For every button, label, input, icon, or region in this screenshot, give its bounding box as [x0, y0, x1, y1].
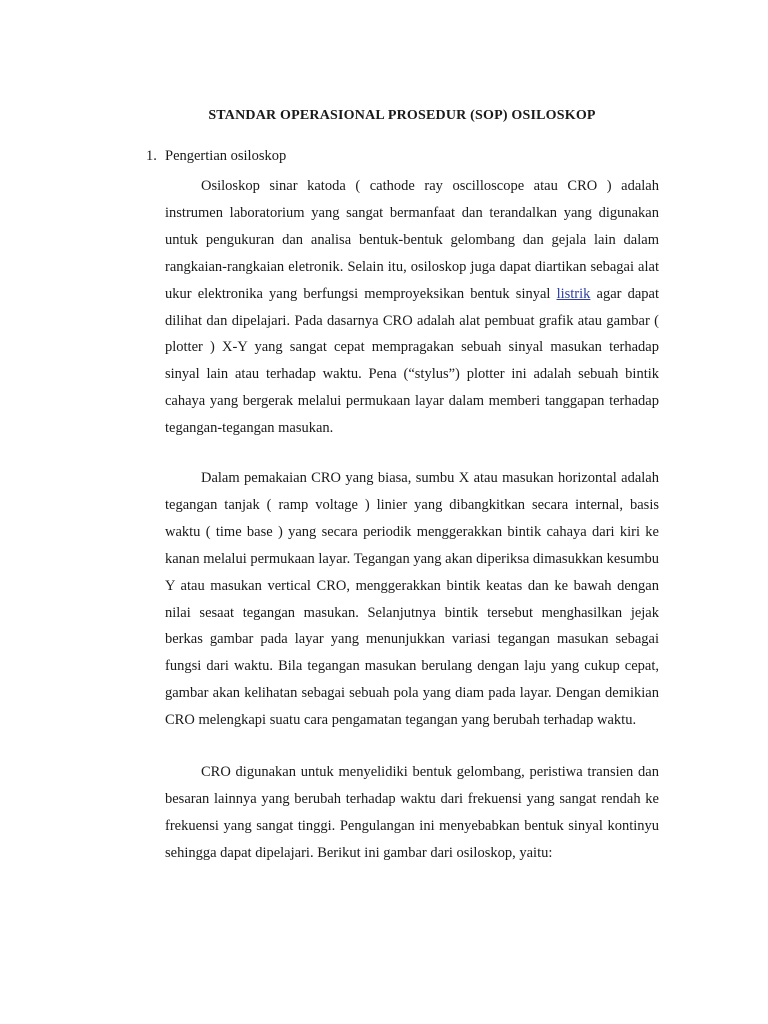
section-heading-text: Pengertian osiloskop — [165, 148, 287, 164]
paragraph-1-text-end: agar dapat dilihat dan dipelajari. Pada dasarnya CRO adalah alat pembuat grafik atau gambar ( plotter ) X-Y yang sangat cepat mempragakan sebuah sinyal masukan terhadap sinyal lain atau terhadap waktu. Pena (“stylus”) plotter ini adalah sebuah bintik cahaya yang bergerak melalui permukaan layar dalam memberi tanggapan terhadap tegangan-tegangan masukan. — [165, 285, 659, 437]
paragraph-cro-usage: Dalam pemakaian CRO yang biasa, sumbu X atau masukan horizontal adalah tegangan tanjak ( ramp voltage ) linier yang dibangkitkan secara internal, basis waktu ( time base ) yang secara periodik menggerakkan bintik cahaya dari kiri ke kanan melalui permukaan layar. Tegangan yang akan diperiksa dimasukkan kesumbu Y atau masukan vertical CRO, menggerakkan bintik keatas dan ke bawah dengan nilai sesaat tegangan masukan. Selanjutnya bintik tersebut menghasilkan jejak berkas gambar pada layar yang menunjukkan variasi tegangan masukan sebagai fungsi dari waktu. Bila tegangan masukan berulang dengan laju yang cukup cepat, gambar akan kelihatan sebagai sebuah pola yang diam pada layar. Dengan demikian CRO melengkapi suatu cara pengamatan tegangan yang berubah terhadap waktu. — [165, 470, 659, 729]
section-number: 1. — [146, 148, 157, 164]
listrik-link[interactable]: listrik — [556, 285, 591, 302]
paragraph-1-text-start: Osiloskop sinar katoda ( cathode ray oscilloscope atau CRO ) adalah instrumen laboratorium yang sangat bermanfaat dan terandalkan yang digunakan untuk pengukuran dan analisa bentuk-bentuk gelombang dan gejala lain dalam rangkaian-rangkaian eletronik. Selain itu, osiloskop juga dapat diartikan sebagai alat ukur elektronika yang berfungsi memproyeksikan bentuk sinyal — [165, 178, 659, 302]
paragraph-oscilloscope-definition — [165, 173, 659, 442]
section-heading — [146, 148, 286, 165]
paragraph-cro-purpose: CRO digunakan untuk menyelidiki bentuk gelombang, peristiwa transien dan besaran lainnya yang berubah terhadap waktu dari frekuensi yang sangat rendah ke frekuensi yang sangat tinggi. Pengulangan ini menyebabkan bentuk sinyal kontinyu sehingga dapat dipelajari. Berikut ini gambar dari osiloskop, yaitu: — [165, 764, 659, 861]
document-title: STANDAR OPERASIONAL PROSEDUR (SOP) OSILOSKOP — [208, 108, 596, 123]
